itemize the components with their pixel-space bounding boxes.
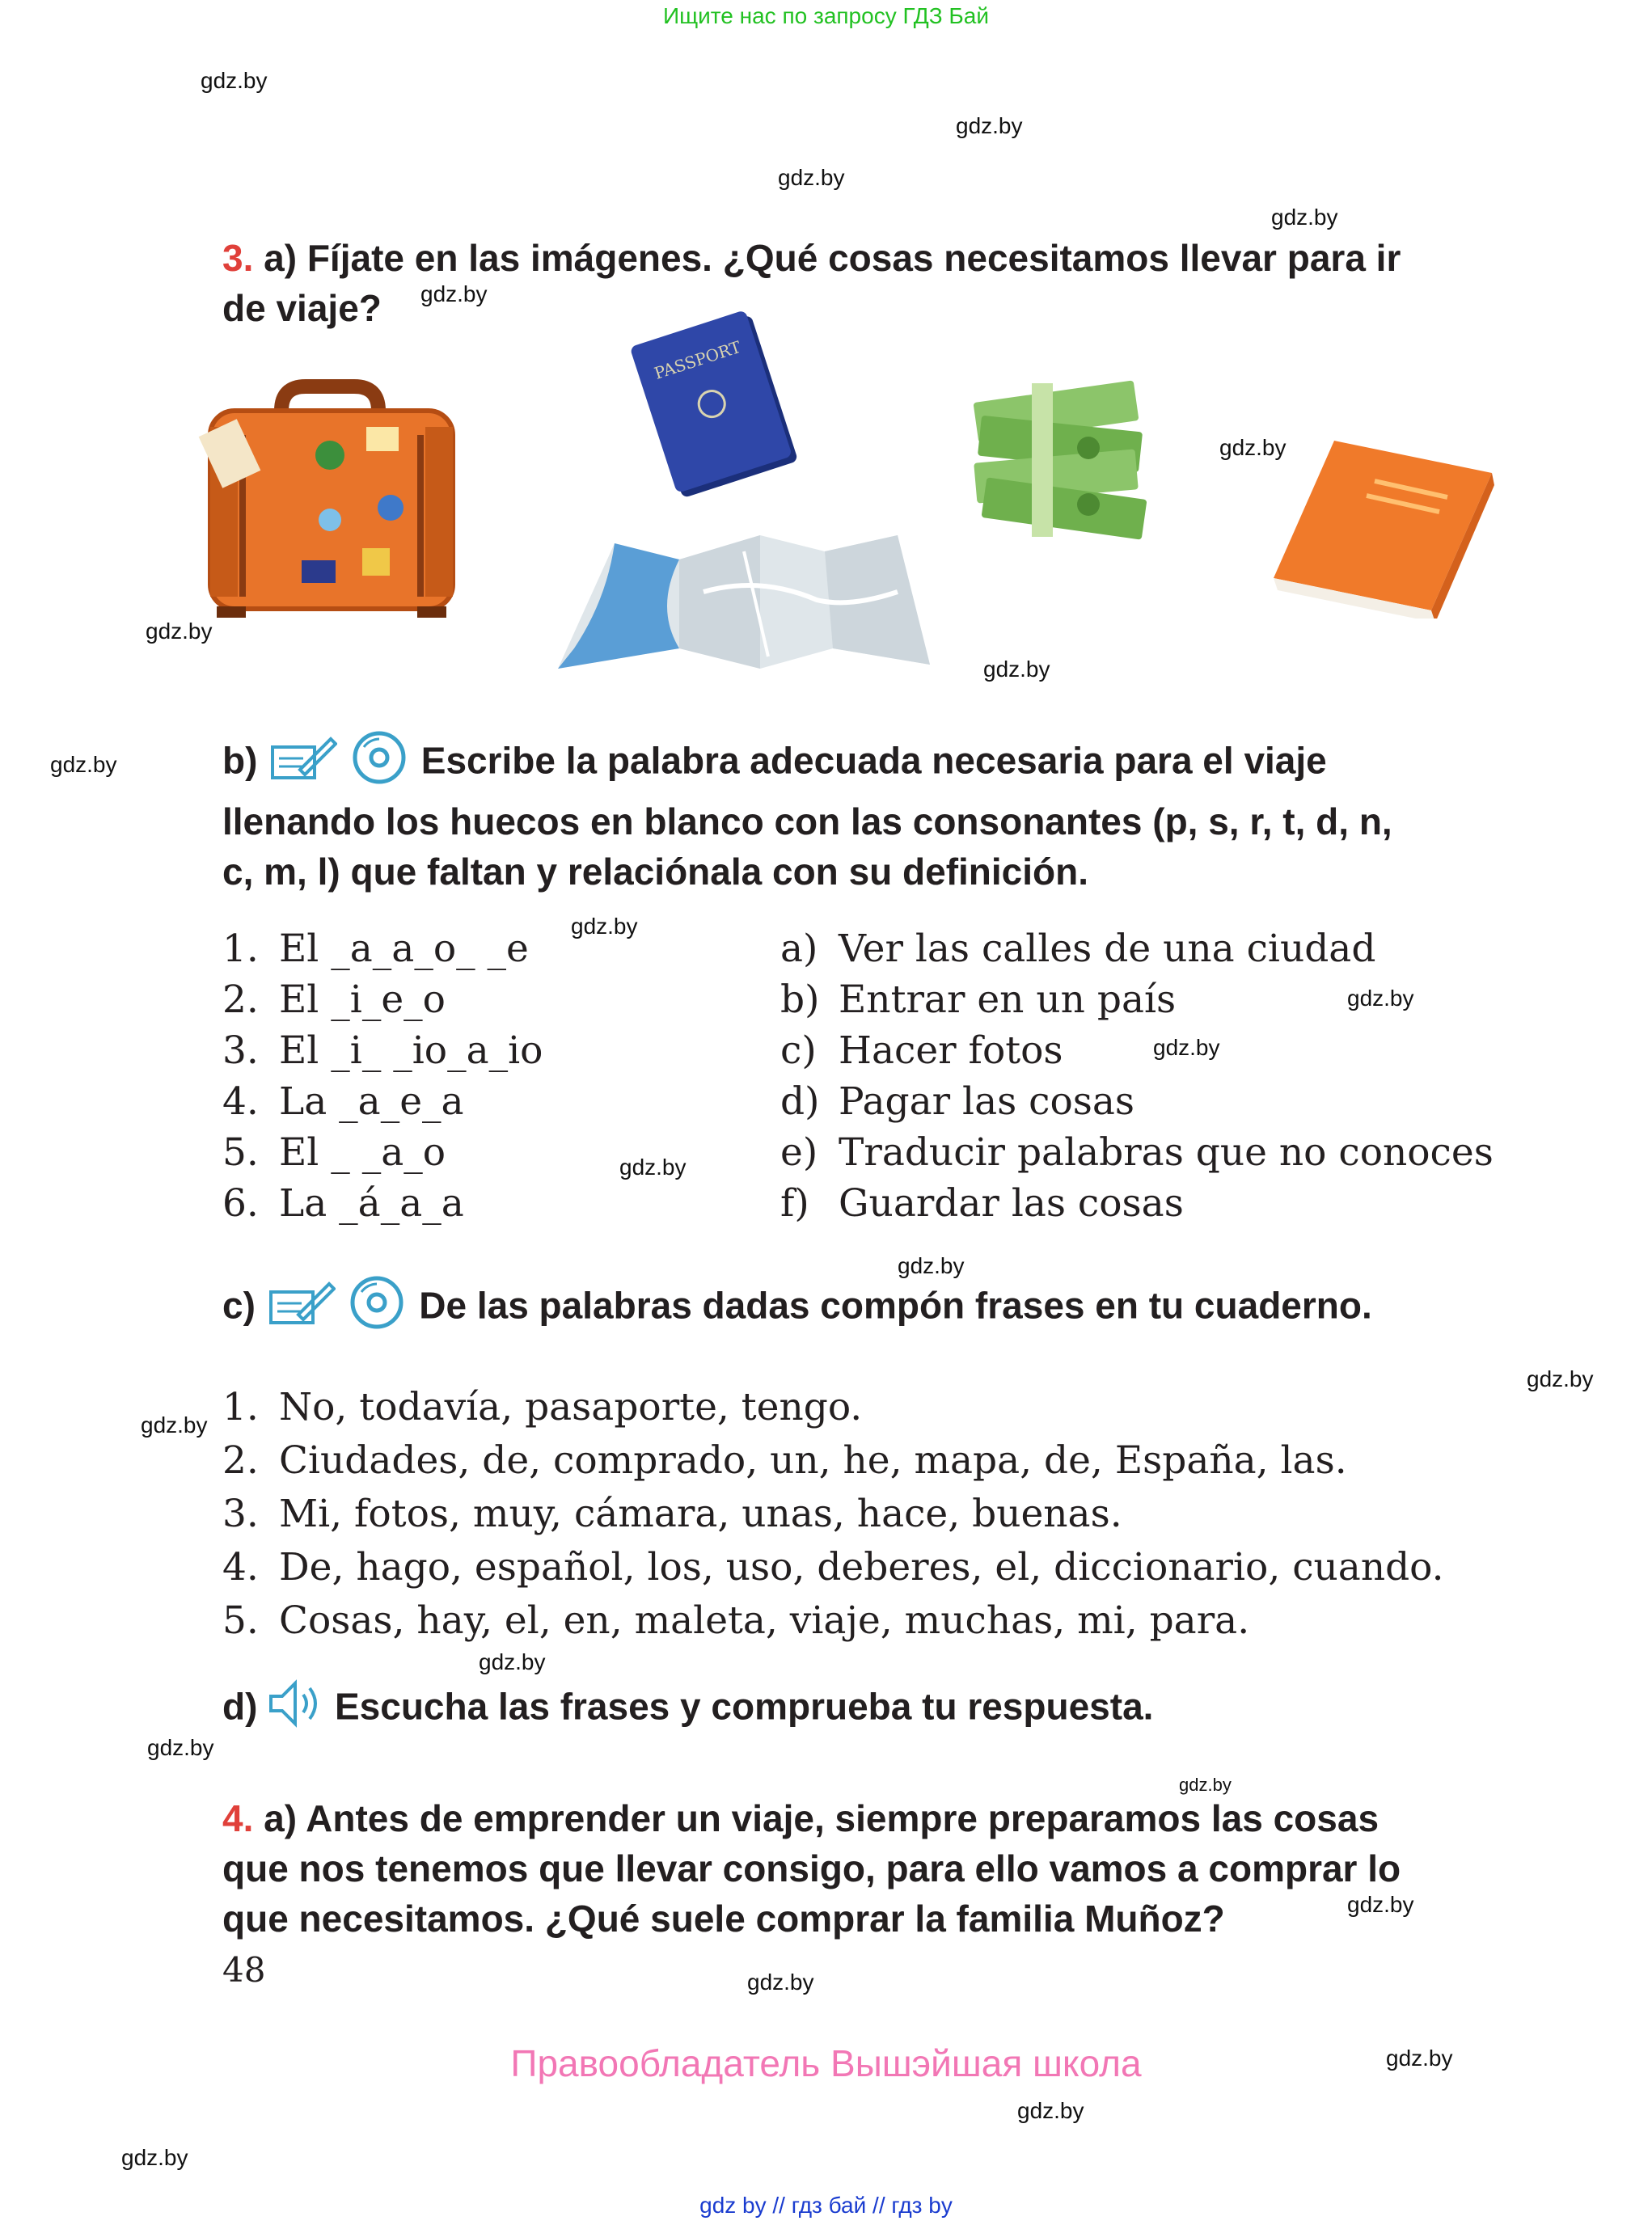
watermark: gdz.by <box>571 914 638 939</box>
page-number: 48 <box>222 1950 266 1990</box>
list-item: f) Guardar las cosas <box>780 1181 1184 1226</box>
list-item: e) Traducir palabras que no conoces <box>780 1130 1494 1175</box>
watermark: gdz.by <box>1017 2098 1084 2123</box>
passport-label: PASSPORT <box>652 336 744 383</box>
cd-icon <box>348 731 411 796</box>
exercise-number: 3. <box>222 237 254 279</box>
write-icon <box>268 733 337 795</box>
list-item: b) Entrar en un país <box>780 977 1177 1022</box>
exercise-3b-line1: Escribe la palabra adecuada necesaria para el viaje <box>420 739 1327 782</box>
list-item: 1. El _a_a_o_ _e <box>222 927 529 971</box>
map-image <box>558 527 930 671</box>
footer-links[interactable]: gdz by // гдз бай // гдз by <box>699 2193 953 2218</box>
watermark: gdz.by <box>146 619 213 644</box>
exercise-3b-line3: c, m, l) que faltan y relaciónala con su definición. <box>222 851 1089 893</box>
watermark: gdz.by <box>619 1155 687 1180</box>
list-item: a) Ver las calles de una ciudad <box>780 927 1376 971</box>
watermark: gdz.by <box>778 165 845 190</box>
watermark: gdz.by <box>1347 1892 1414 1917</box>
list-item: d) Pagar las cosas <box>780 1079 1135 1124</box>
write-icon <box>266 1277 336 1340</box>
cd-icon <box>345 1276 408 1341</box>
list-item: 5. Cosas, hay, el, en, maleta, viaje, muchas, mi, para. <box>222 1598 1250 1643</box>
exercise-3c-text: De las palabras dadas compón frases en tu cuaderno. <box>419 1284 1372 1327</box>
list-item: 2. Ciudades, de, comprado, un, he, mapa, de, España, las. <box>222 1438 1347 1483</box>
watermark: gdz.by <box>956 113 1023 138</box>
list-item: 4. De, hago, español, los, uso, deberes, el, diccionario, cuando. <box>222 1545 1444 1590</box>
promo-banner[interactable]: Ищите нас по запросу ГДЗ Бай <box>662 3 990 28</box>
watermark: gdz.by <box>420 281 488 306</box>
watermark: gdz.by <box>1347 986 1414 1011</box>
watermark: gdz.by <box>1527 1366 1594 1391</box>
exercise-4-line1: a) Antes de emprender un viaje, siempre preparamos las cosas <box>264 1797 1379 1839</box>
exercise-4-line2: que nos tenemos que llevar consigo, para ello vamos a comprar lo <box>222 1847 1401 1889</box>
exercise-3b-line2: llenando los huecos en blanco con las consonantes (p, s, r, t, d, n, <box>222 800 1392 842</box>
list-item: 5. El _ _a_o <box>222 1130 446 1175</box>
watermark: gdz.by <box>747 1970 814 1995</box>
watermark: gdz.by <box>479 1649 546 1674</box>
exercise-3c-heading <box>222 1276 1372 1341</box>
suitcase-image <box>192 378 467 621</box>
list-item: 6. La _á_a_a <box>222 1181 464 1226</box>
exercise-3a-line1: a) Fíjate en las imágenes. ¿Qué cosas necesitamos llevar para ir <box>264 237 1401 279</box>
book-image <box>1270 424 1496 619</box>
exercise-3d-text: Escucha las frases y comprueba tu respuesta. <box>334 1685 1154 1728</box>
speaker-icon <box>268 1678 324 1741</box>
exercise-4-heading <box>222 1793 1532 1944</box>
exercise-number: 4. <box>222 1797 254 1839</box>
exercise-3a-line2: de viaje? <box>222 287 382 329</box>
money-image <box>959 375 1161 549</box>
exercise-3b-heading <box>222 731 1532 897</box>
list-item: c) Hacer fotos <box>780 1028 1063 1073</box>
watermark: gdz.by <box>121 2145 188 2170</box>
watermark: gdz.by <box>141 1412 208 1438</box>
watermark: gdz.by <box>983 657 1050 682</box>
list-item: 3. Mi, fotos, muy, cámara, unas, hace, buenas. <box>222 1492 1122 1536</box>
exercise-3b-label: b) <box>222 739 258 782</box>
word-list <box>222 923 543 1229</box>
watermark: gdz.by <box>50 752 117 777</box>
exercise-4-line3: que necesitamos. ¿Qué suele comprar la familia Muñoz? <box>222 1898 1225 1940</box>
exercise-3d-heading <box>222 1678 1153 1741</box>
list-item: 1. No, todavía, pasaporte, tengo. <box>222 1385 863 1429</box>
watermark: gdz.by <box>1219 435 1287 460</box>
watermark: gdz.by <box>1153 1035 1220 1060</box>
list-item: 3. El _i_ _io_a_io <box>222 1028 543 1073</box>
sentence-list <box>222 1381 1444 1648</box>
list-item: 4. La _a_e_a <box>222 1079 464 1124</box>
watermark: gdz.by <box>1271 205 1338 230</box>
definition-list <box>780 923 1494 1229</box>
watermark: gdz.by <box>201 68 268 93</box>
watermark: gdz.by <box>1386 2046 1453 2071</box>
rights-holder: Правообладатель Вышэйшая школа <box>510 2042 1142 2084</box>
passport-image <box>615 306 817 504</box>
watermark: gdz.by <box>1179 1775 1232 1795</box>
watermark: gdz.by <box>898 1253 965 1278</box>
watermark: gdz.by <box>147 1735 214 1760</box>
list-item: 2. El _i_e_o <box>222 977 446 1022</box>
exercise-3d-label: d) <box>222 1685 258 1728</box>
exercise-3c-label: c) <box>222 1284 256 1327</box>
exercise-3a-heading <box>222 233 1532 333</box>
